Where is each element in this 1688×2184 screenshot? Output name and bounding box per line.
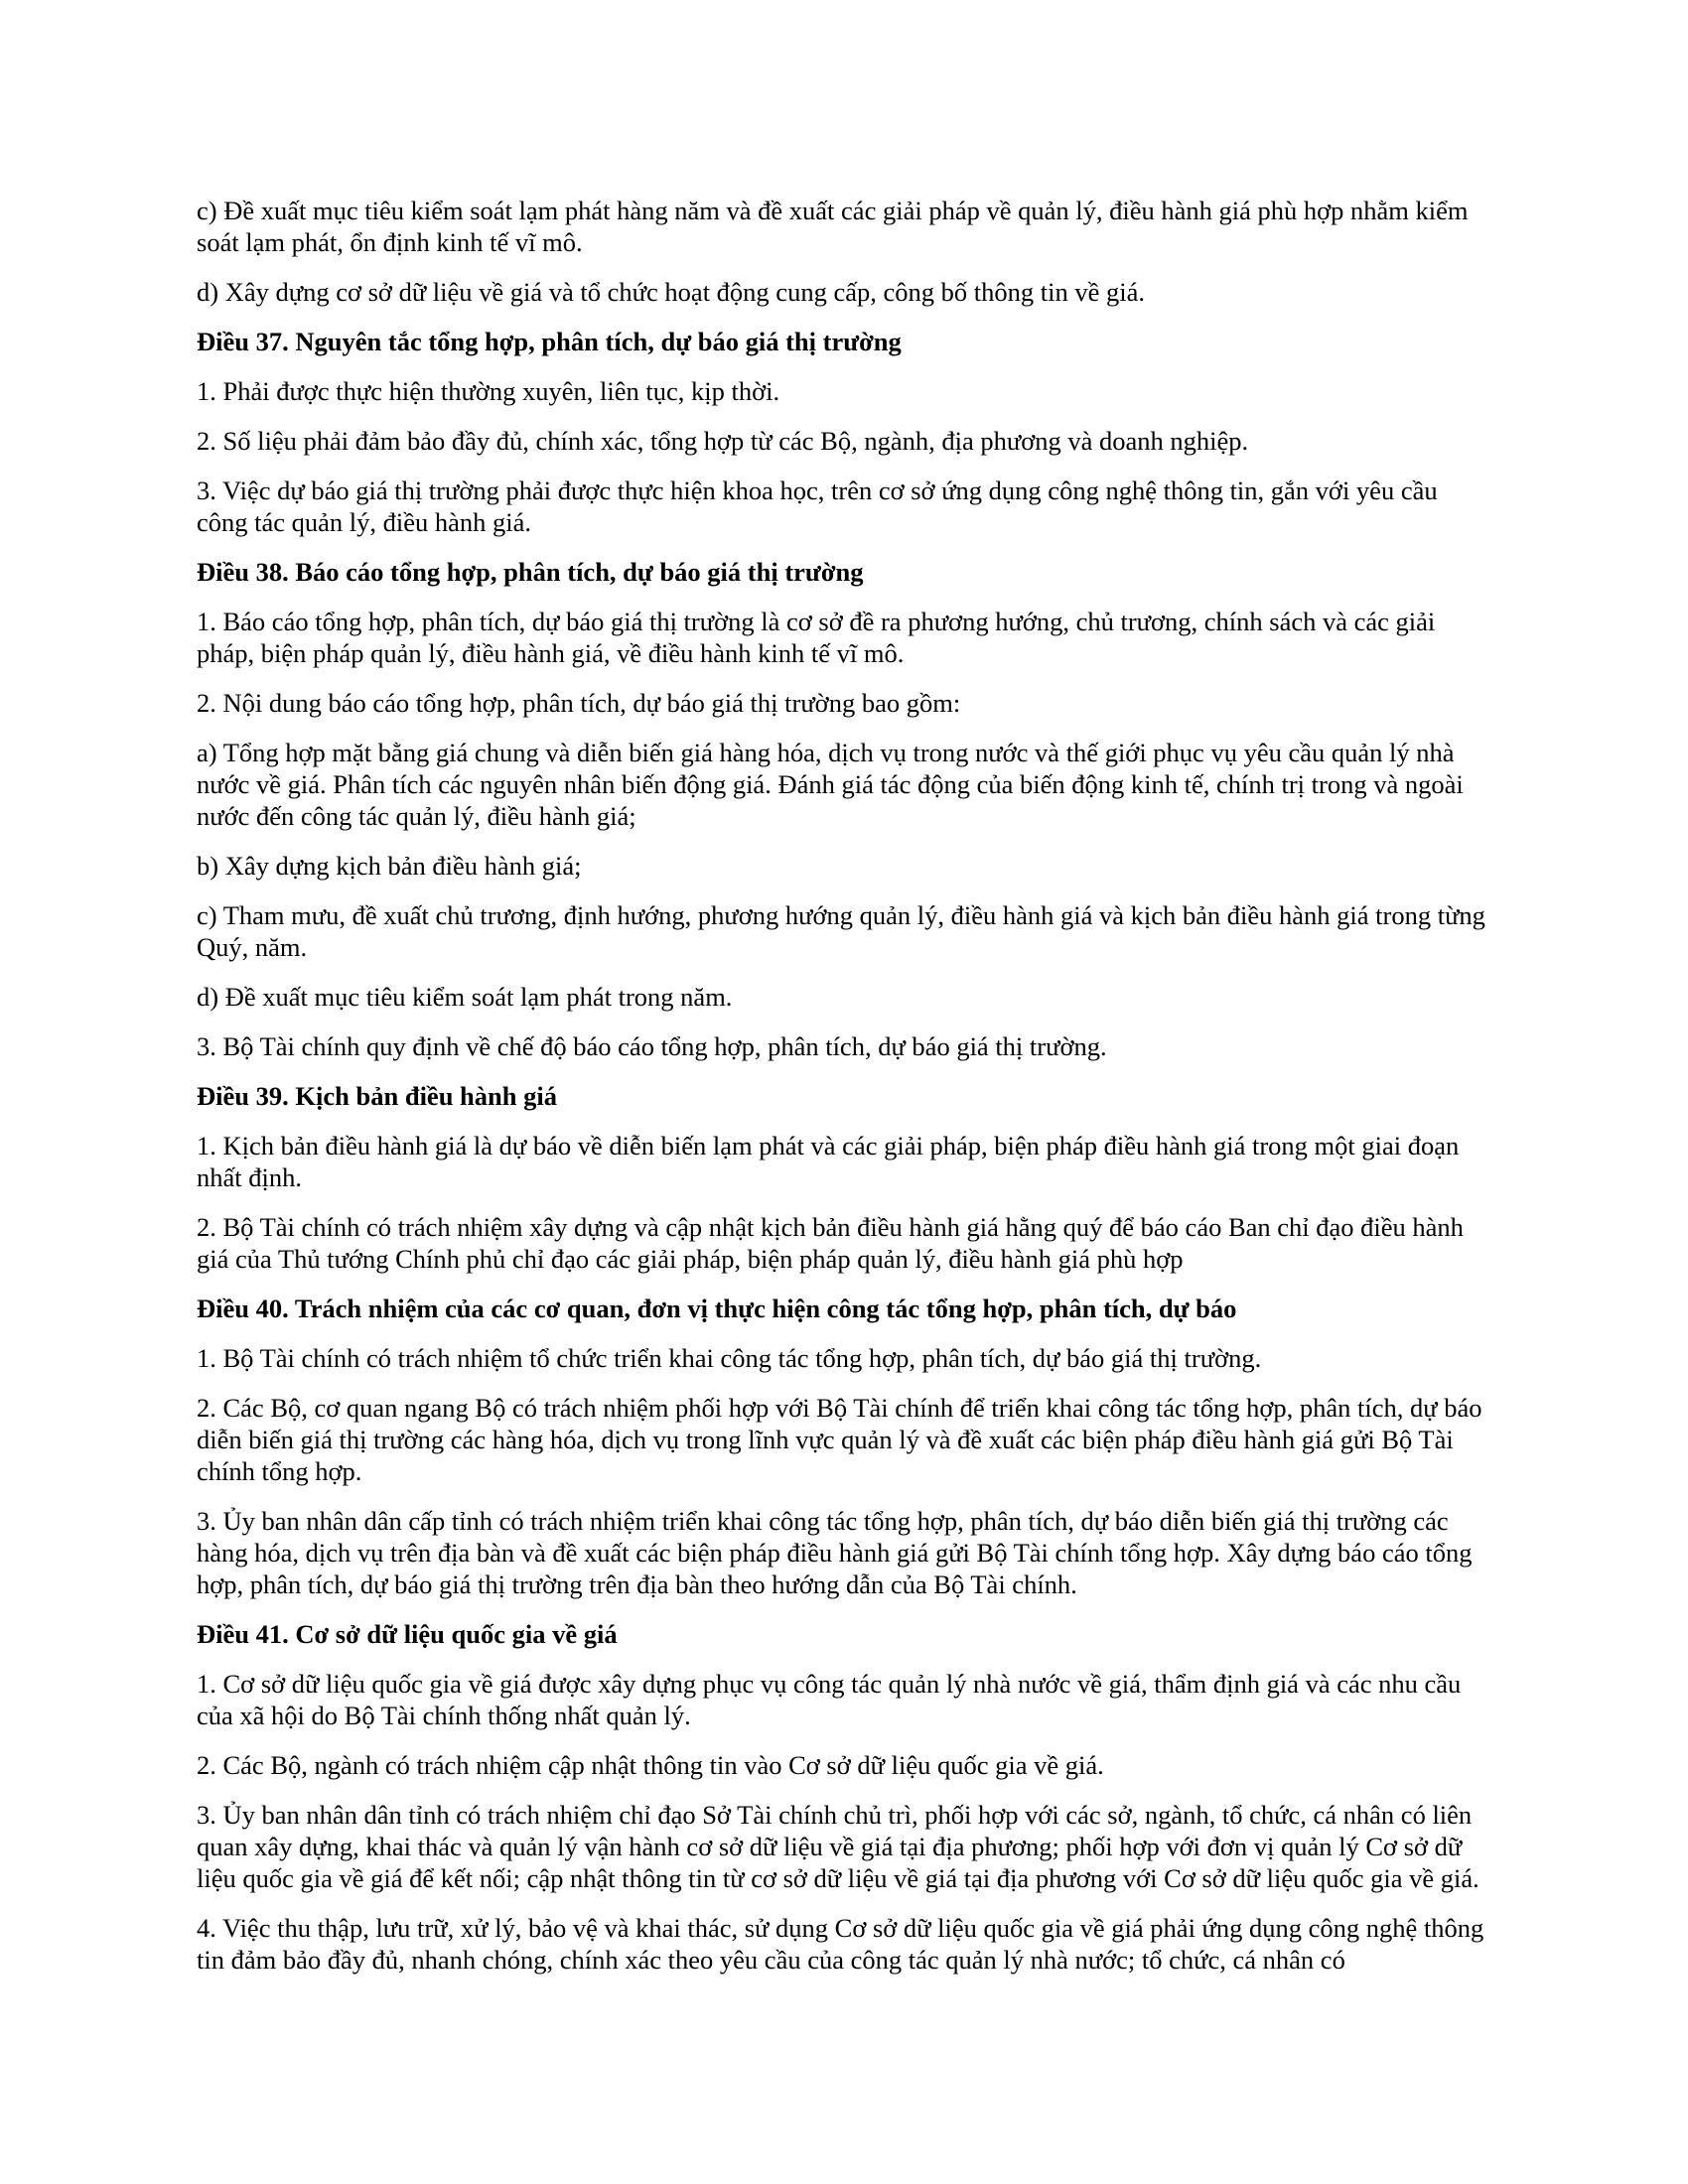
- paragraph: 3. Ủy ban nhân dân cấp tỉnh có trách nhiệm triển khai công tác tổng hợp, phân tích, dự báo diễn biến giá thị trường các hàng hóa, dịch vụ trên địa bàn và đề xuất các biện pháp điều hành giá gửi Bộ Tài chính tổng hợp. Xây dựng báo cáo tổng hợp, phân tích, dự báo giá thị trường trên địa bàn theo hướng dẫn của Bộ Tài chính.: [197, 1506, 1473, 1599]
- article-heading: Điều 38. Báo cáo tổng hợp, phân tích, dự báo giá thị trường: [197, 557, 864, 587]
- paragraph: 2. Các Bộ, cơ quan ngang Bộ có trách nhiệm phối hợp với Bộ Tài chính để triển khai công tác tổng hợp, phân tích, dự báo diễn biến giá thị trường các hàng hóa, dịch vụ trong lĩnh vực quản lý và đề xuất các biện pháp điều hành giá gửi Bộ Tài chính tổng hợp.: [197, 1393, 1482, 1486]
- article-heading: Điều 40. Trách nhiệm của các cơ quan, đơn vị thực hiện công tác tổng hợp, phân tích, dự báo: [197, 1294, 1237, 1323]
- paragraph: 3. Ủy ban nhân dân tỉnh có trách nhiệm chỉ đạo Sở Tài chính chủ trì, phối hợp với các sở, ngành, tổ chức, cá nhân có liên quan xây dựng, khai thác và quản lý vận hành cơ sở dữ liệu về giá tại địa phương; phối hợp với đơn vị quản lý Cơ sở dữ liệu quốc gia về giá để kết nối; cập nhật thông tin từ cơ sở dữ liệu về giá tại địa phương với Cơ sở dữ liệu quốc gia về giá.: [197, 1800, 1479, 1893]
- article-heading: Điều 39. Kịch bản điều hành giá: [197, 1081, 558, 1111]
- paragraph: 1. Phải được thực hiện thường xuyên, liên tục, kịp thời.: [197, 376, 780, 406]
- paragraph: d) Đề xuất mục tiêu kiểm soát lạm phát trong năm.: [197, 982, 733, 1012]
- paragraph: 2. Số liệu phải đảm bảo đầy đủ, chính xác, tổng hợp từ các Bộ, ngành, địa phương và doanh nghiệp.: [197, 426, 1249, 456]
- paragraph: 2. Bộ Tài chính có trách nhiệm xây dựng và cập nhật kịch bản điều hành giá hằng quý để báo cáo Ban chỉ đạo điều hành giá của Thủ tướng Chính phủ chỉ đạo các giải pháp, biện pháp quản lý, điều hành giá phù hợp: [197, 1212, 1464, 1274]
- paragraph: d) Xây dựng cơ sở dữ liệu về giá và tổ chức hoạt động cung cấp, công bố thông tin về giá.: [197, 277, 1145, 307]
- paragraph: 2. Nội dung báo cáo tổng hợp, phân tích, dự báo giá thị trường bao gồm:: [197, 688, 961, 718]
- paragraph: b) Xây dựng kịch bản điều hành giá;: [197, 851, 582, 881]
- paragraph: 4. Việc thu thập, lưu trữ, xử lý, bảo vệ và khai thác, sử dụng Cơ sở dữ liệu quốc gia về giá phải ứng dụng công nghệ thông tin đảm bảo đầy đủ, nhanh chóng, chính xác theo yêu cầu của công tác quản lý nhà nước; tổ chức, cá nhân có: [197, 1913, 1484, 1975]
- paragraph: a) Tổng hợp mặt bằng giá chung và diễn biến giá hàng hóa, dịch vụ trong nước và thế giới phục vụ yêu cầu quản lý nhà nước về giá. Phân tích các nguyên nhân biến động giá. Đánh giá tác động của biến động kinh tế, chính trị trong và ngoài nước đến công tác quản lý, điều hành giá;: [197, 738, 1464, 831]
- paragraph: 1. Bộ Tài chính có trách nhiệm tổ chức triển khai công tác tổng hợp, phân tích, dự báo giá thị trường.: [197, 1343, 1262, 1373]
- paragraph: 2. Các Bộ, ngành có trách nhiệm cập nhật thông tin vào Cơ sở dữ liệu quốc gia về giá.: [197, 1750, 1104, 1780]
- article-heading: Điều 37. Nguyên tắc tổng hợp, phân tích, dự báo giá thị trường: [197, 327, 902, 356]
- paragraph: 1. Kịch bản điều hành giá là dự báo về diễn biến lạm phát và các giải pháp, biện pháp điều hành giá trong một giai đoạn nhất định.: [197, 1131, 1460, 1192]
- paragraph: 3. Việc dự báo giá thị trường phải được thực hiện khoa học, trên cơ sở ứng dụng công nghệ thông tin, gắn với yêu cầu công tác quản lý, điều hành giá.: [197, 476, 1438, 537]
- paragraph: 1. Cơ sở dữ liệu quốc gia về giá được xây dựng phục vụ công tác quản lý nhà nước về giá, thẩm định giá và các nhu cầu của xã hội do Bộ Tài chính thống nhất quản lý.: [197, 1669, 1462, 1730]
- article-heading: Điều 41. Cơ sở dữ liệu quốc gia về giá: [197, 1619, 618, 1649]
- paragraph: c) Tham mưu, đề xuất chủ trương, định hướng, phương hướng quản lý, điều hành giá và kịch bản điều hành giá trong từng Quý, năm.: [197, 900, 1485, 962]
- paragraph: c) Đề xuất mục tiêu kiểm soát lạm phát hàng năm và đề xuất các giải pháp về quản lý, điều hành giá phù hợp nhằm kiểm soát lạm phát, ổn định kinh tế vĩ mô.: [197, 196, 1469, 257]
- paragraph: 3. Bộ Tài chính quy định về chế độ báo cáo tổng hợp, phân tích, dự báo giá thị trường.: [197, 1031, 1107, 1061]
- paragraph: 1. Báo cáo tổng hợp, phân tích, dự báo giá thị trường là cơ sở đề ra phương hướng, chủ trương, chính sách và các giải pháp, biện pháp quản lý, điều hành giá, về điều hành kinh tế vĩ mô.: [197, 607, 1436, 668]
- document-page: [197, 195, 1489, 1993]
